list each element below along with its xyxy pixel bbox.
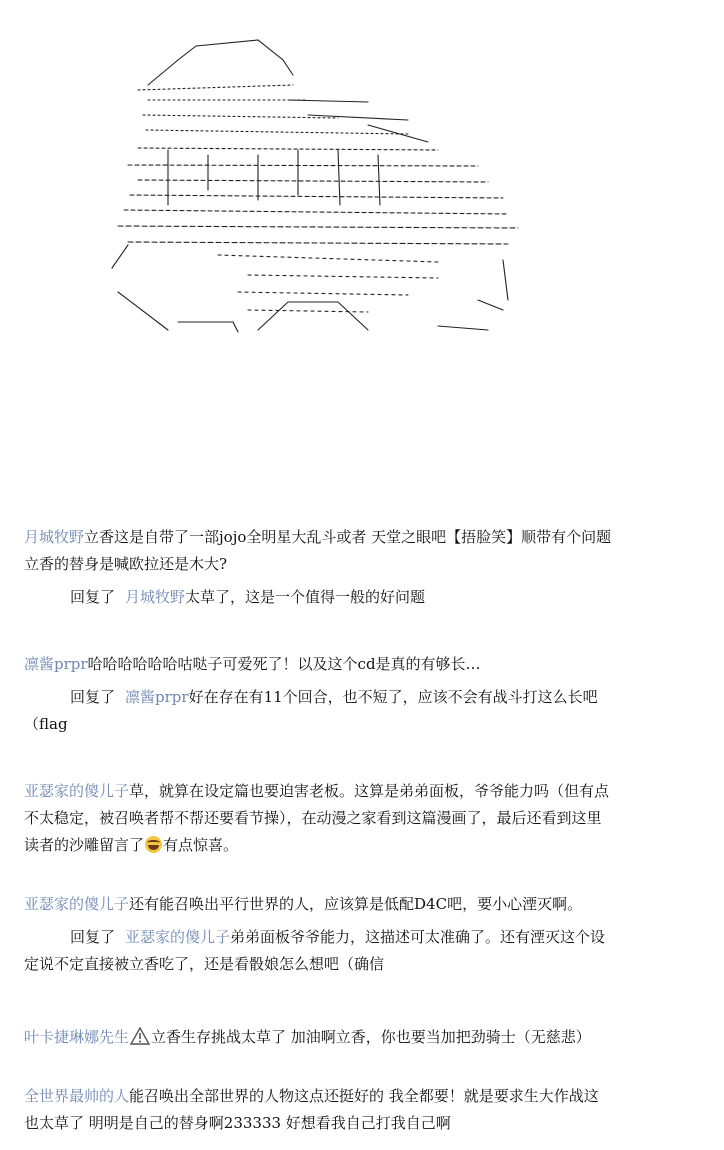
reply-text: 太草了，这是一个值得一般的好问题 [185,588,426,606]
reply-text-line: 定说不定直接被立香吃了，还是看骰娘怎么想吧（确信 [24,955,385,973]
comment-username[interactable]: 全世界最帅的人 [24,1087,130,1105]
comment [24,1083,644,1110]
comment [24,778,644,805]
comment-text: 哈哈哈哈哈哈咕哒子可爱死了！以及这个cd是真的有够长… [87,655,481,673]
reply-target-username[interactable]: 亚瑟家的傻儿子 [125,928,231,946]
reply-prefix: 回复了 [70,928,116,946]
laughing-face-icon [145,836,162,853]
comment-text: 草，就算在设定篇也要迫害老板。这算是弟弟面板，爷爷能力吗（但有点 [129,782,610,800]
comment-text-line: 立香的替身是喊欧拉还是木大? [24,555,228,573]
reply-prefix: 回复了 [70,588,116,606]
reply-text: 弟弟面板爷爷能力，这描述可太准确了。还有湮灭这个设 [230,928,606,946]
comment-text: 能召唤出全部世界的人物这点还挺好的 我全都要！就是要求生大作战这 [129,1087,599,1105]
comment-text-line: 不太稳定，被召唤者帮不帮还要看节操），在动漫之家看到这篇漫画了，最后还看到这里 [24,809,602,827]
comment-username[interactable]: 叶卡捷琳娜先生 [24,1028,130,1046]
comment [24,1024,644,1051]
reply-text: 好在存在有11个回合，也不短了，应该不会有战斗打这么长吧 [188,688,598,706]
reply [24,584,644,611]
reply [24,684,644,711]
reply-target-username[interactable]: 月城牧野 [125,588,186,606]
comment-list [24,524,644,1137]
comment-text-line: 也太草了 明明是自己的替身啊233333 好想看我自己打我自己啊 [24,1114,451,1132]
comment-text: 还有能召唤出平行世界的人，应该算是低配D4C吧，要小心湮灭啊。 [129,895,583,913]
comment-text: 立香生存挑战太草了 加油啊立香，你也要当加把劲骑士（无慈悲） [151,1028,591,1046]
comment [24,524,644,551]
comment-text: 立香这是自带了一部jojo全明星大乱斗或者 天堂之眼吧【捂脸笑】顺带有个问题 [84,528,612,546]
reply [24,924,644,951]
ascii-art-illustration [108,30,528,340]
comment-username[interactable]: 亚瑟家的傻儿子 [24,895,130,913]
comment-username[interactable]: 亚瑟家的傻儿子 [24,782,130,800]
reply-prefix: 回复了 [70,688,116,706]
comment-text-line [24,832,644,859]
comment [24,891,644,918]
warning-icon [130,1027,150,1045]
ascii-art-drawing [108,30,528,340]
comment-text: 有点惊喜。 [163,836,239,854]
comment-username[interactable]: 凛酱prpr [24,655,88,673]
reply-text-line: （flag [24,715,68,733]
reply-target-username[interactable]: 凛酱prpr [125,688,189,706]
comment-text: 读者的沙雕留言了 [24,836,145,854]
comment-username[interactable]: 月城牧野 [24,528,85,546]
comment [24,651,644,678]
